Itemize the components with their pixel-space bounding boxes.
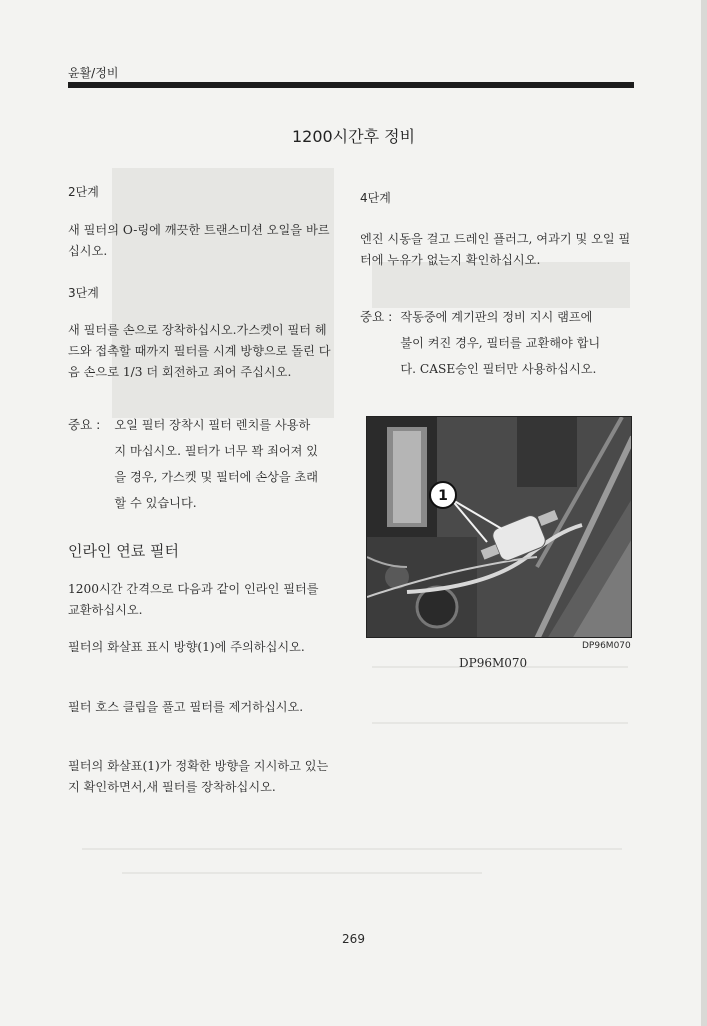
step-2-text: 새 필터의 O-링에 깨끗한 트랜스미션 오일을 바르십시오. xyxy=(68,223,330,258)
note-right-text: 작동중에 계기판의 정비 지시 램프에 불이 켜진 경우, 필터를 교환해야 합니다. CASE승인 필터만 사용하십시오. xyxy=(400,310,601,376)
fuel-filter-p2: 필터의 화살표 표시 방향(1)에 주의하십시오. xyxy=(68,640,305,654)
note-left xyxy=(68,412,334,516)
fuel-filter-p3: 필터 호스 클립을 풀고 필터를 제거하십시오. xyxy=(68,700,304,714)
page-title: 1200시간후 정비 xyxy=(291,127,416,146)
note-left-label: 중요 : xyxy=(68,417,101,432)
note-left-text: 오일 필터 장착시 필터 렌치를 사용하지 마십시오. 필터가 너무 꽉 죄어져 있을 경우, 가스켓 및 필터에 손상을 초래할 수 있습니다. xyxy=(114,418,319,510)
fuel-filter-p4: 필터의 화살표(1)가 정확한 방향을 지시하고 있는지 확인하면서,새 필터를 장착하십시오. xyxy=(68,759,329,794)
note-right xyxy=(360,304,632,382)
step-3-label: 3단계 xyxy=(68,286,99,300)
step-4-text: 엔진 시동을 걸고 드레인 플러그, 여과기 및 오일 필터에 누유가 없는지 확인하십시오. xyxy=(360,232,631,267)
figure-callout: 1 xyxy=(438,488,448,504)
figure-caption: DP96M070 xyxy=(459,656,528,670)
fuel-filter-heading: 인라인 연료 필터 xyxy=(68,542,179,560)
fuel-filter-photo xyxy=(366,416,632,638)
header-section: 윤활/정비 xyxy=(68,66,119,80)
figure-code: DP96M070 xyxy=(582,641,631,651)
engine-photo-illustration xyxy=(367,417,632,638)
bleed-through-lines-4 xyxy=(372,722,628,724)
step-3-text: 새 필터를 손으로 장착하십시오.가스켓이 필터 헤드와 접촉할 때까지 필터를 시계 방향으로 돌린 다음 손으로 1/3 더 회전하고 죄어 주십시오. xyxy=(68,323,331,379)
page-number: 269 xyxy=(342,932,365,946)
fuel-filter-p1: 1200시간 간격으로 다음과 같이 인라인 필터를 교환하십시오. xyxy=(68,582,319,617)
bleed-through-lines xyxy=(82,848,622,850)
header-rule xyxy=(68,82,634,88)
note-right-label: 중요 : xyxy=(360,309,393,324)
step-4-label: 4단계 xyxy=(360,191,391,205)
step-2-label: 2단계 xyxy=(68,185,99,199)
bleed-through-lines-2 xyxy=(122,872,482,874)
page-edge xyxy=(701,0,707,1026)
